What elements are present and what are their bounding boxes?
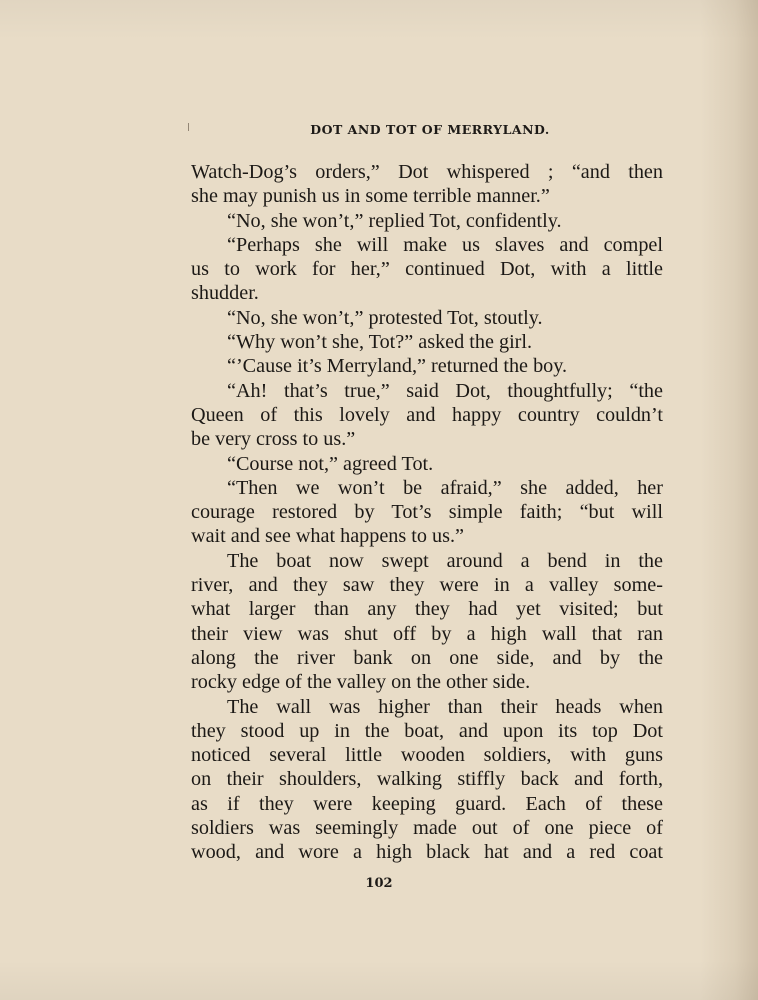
- text-line: “No, she won’t,” protested Tot, stoutly.: [227, 306, 543, 329]
- text-line: what larger than any they had yet visited; but: [191, 598, 663, 621]
- text-line: The boat now swept around a bend in the: [227, 549, 663, 572]
- text-line: Queen of this lovely and happy country couldn’t: [191, 403, 663, 426]
- text-line: river, and they saw they were in a valley some-: [191, 574, 663, 597]
- text-line: on their shoulders, walking stiffly back and forth,: [191, 768, 663, 791]
- text-line: “Course not,” agreed Tot.: [227, 452, 434, 475]
- text-line: they stood up in the boat, and upon its top Dot: [191, 719, 663, 742]
- text-line: “Then we won’t be afraid,” she added, her: [227, 476, 663, 499]
- text-line: rocky edge of the valley on the other side.: [191, 671, 531, 694]
- text-line: be very cross to us.”: [191, 428, 356, 451]
- text-line: “Ah! that’s true,” said Dot, thoughtfully; “the: [227, 379, 663, 402]
- text-line: wood, and wore a high black hat and a red coat: [191, 841, 663, 864]
- text-line: “Why won’t she, Tot?” asked the girl.: [227, 331, 533, 354]
- text-line: wait and see what happens to us.”: [191, 525, 465, 548]
- text-line: courage restored by Tot’s simple faith; “but will: [191, 501, 663, 524]
- text-line: us to work for her,” continued Dot, with a little: [191, 258, 663, 281]
- text-line: “Perhaps she will make us slaves and compel: [227, 233, 663, 256]
- text-line: “No, she won’t,” replied Tot, confidently.: [227, 209, 562, 232]
- text-line: their view was shut off by a high wall that ran: [191, 622, 663, 645]
- text-line: she may punish us in some terrible manner.”: [191, 185, 550, 208]
- text-line: shudder.: [191, 282, 259, 305]
- text-line: soldiers was seemingly made out of one piece of: [191, 817, 663, 840]
- page-body-text: [191, 160, 663, 865]
- page-number: 102: [365, 876, 393, 891]
- text-line: along the river bank on one side, and by the: [191, 646, 663, 669]
- running-header: DOT AND TOT OF MERRYLAND.: [310, 122, 550, 137]
- text-line: Watch-Dog’s orders,” Dot whispered ; “and then: [191, 161, 663, 183]
- text-line: noticed several little wooden soldiers, with guns: [191, 744, 663, 767]
- ink-speck: [188, 123, 189, 131]
- text-line: The wall was higher than their heads when: [227, 695, 663, 718]
- text-line: “’Cause it’s Merryland,” returned the boy.: [227, 355, 568, 378]
- text-line: as if they were keeping guard. Each of these: [191, 792, 663, 815]
